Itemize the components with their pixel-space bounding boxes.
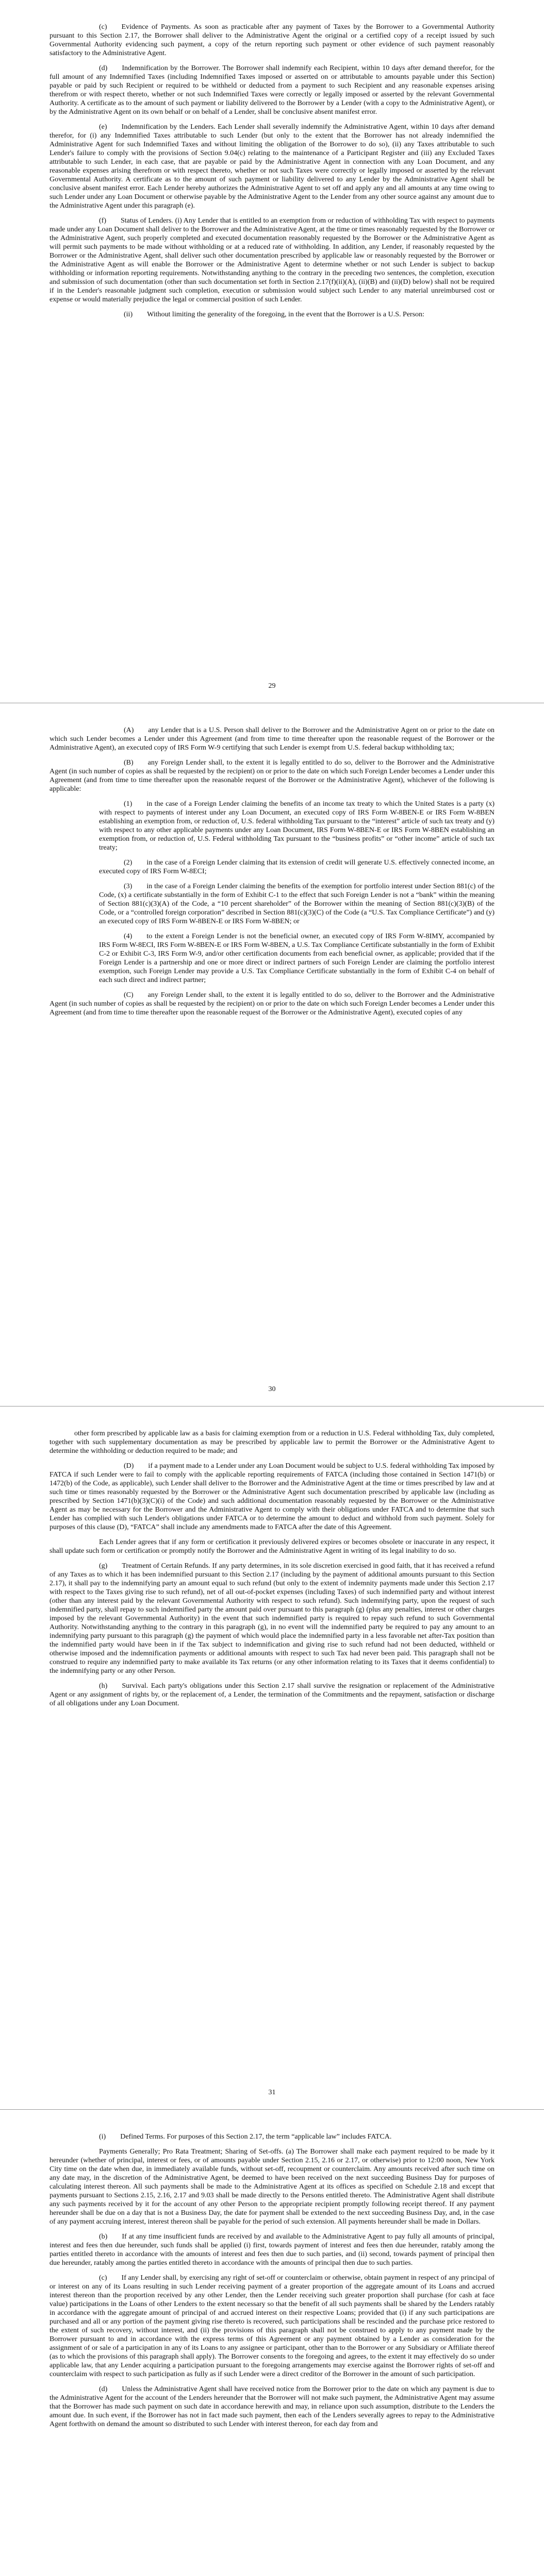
document-page-30 [0, 703, 544, 1406]
paragraph-2-17-f-ii-b-1: (1) in the case of a Foreign Lender claiming the benefits of an income tax treaty to which the United States is a party (x) with respect to payments of interest under any Loan Document, an executed copy of IRS Form W-8BEN-E or IRS Form W-8BEN establishing an exemption from, or reduction of, U.S. federal withholding Tax pursuant to the “interest” article of such tax treaty and (y) with respect to any other applicable payments under any Loan Document, IRS Form W-8BEN-E or IRS Form W-8BEN establishing an exemption from, or reduction of, U.S. Federal withholding Tax pursuant to the “business profits” or “other income” article of such tax treaty; [99, 800, 494, 852]
paragraph-2-17-g: (g) Treatment of Certain Refunds. If any party determines, in its sole discretion exercised in good faith, that it has received a refund of any Taxes as to which it has been indemnified pursuant to this Section 2.17 (including by the payment of additional amounts pursuant to this Section 2.17), it shall pay to the indemnifying party an amount equal to such refund (but only to the extent of indemnity payments made under this Section 2.17 with respect to the Taxes giving rise to such refund), net of all out-of-pocket expenses (including Taxes) of such indemnified party and without interest (other than any interest paid by the relevant Governmental Authority with respect to such refund). Such indemnifying party, upon the request of such indemnified party, shall repay to such indemnified party the amount paid over pursuant to this paragraph (g) (plus any penalties, interest or other charges imposed by the relevant Governmental Authority) in the event that such indemnified party is required to repay such refund to such Governmental Authority. Notwithstanding anything to the contrary in this paragraph (g), in no event will the indemnified party be required to pay any amount to an indemnifying party pursuant to this paragraph (g) the payment of which would place the indemnified party in a less favorable net after-Tax position than the indemnified party would have been in if the Tax subject to indemnification and giving rise to such refund had not been deducted, withheld or otherwise imposed and the indemnification payments or additional amounts with respect to such Tax had never been paid. This paragraph shall not be construed to require any indemnified party to make available its Tax returns (or any other information relating to its Taxes that it deems confidential) to the indemnifying party or any other Person. [50, 1562, 494, 1675]
paragraph-2-17-d: (d) Indemnification by the Borrower. The Borrower shall indemnify each Recipient, within 10 days after demand therefor, for the full amount of any Indemnified Taxes (including Indemnified Taxes imposed or asserted on or attributable to amounts payable under this Section) payable or paid by such Recipient or required to be withheld or deducted from a payment to such Recipient and any reasonable expenses arising therefrom or with respect thereto, whether or not such Indemnified Taxes were correctly or legally imposed or asserted by the relevant Governmental Authority. A certificate as to the amount of such payment or liability delivered to the Borrower by a Lender (with a copy to the Administrative Agent), or by the Administrative Agent on its own behalf or on behalf of a Lender, shall be conclusive absent manifest error. [50, 64, 494, 116]
page-number: 30 [268, 1385, 276, 1393]
paragraph-2-17-f-ii-b: (B) any Foreign Lender shall, to the extent it is legally entitled to do so, deliver to the Borrower and the Administrative Agent (in such number of copies as shall be requested by the recipient) on or prior to the date on which such Foreign Lender becomes a Lender under this Agreement (and from time to time thereafter upon the reasonable request of the Borrower or the Administrative Agent), whichever of the following is applicable: [50, 759, 494, 793]
paragraph-2-18-a: Payments Generally; Pro Rata Treatment; Sharing of Set-offs. (a) The Borrower shall make each payment required to be made by it hereunder (whether of principal, interest or fees, or of amounts payable under Section 2.15, 2.16 or 2.17, or otherwise) prior to 12:00 noon, New York City time on the date when due, in immediately available funds, without set-off, recoupment or counterclaim. Any amounts received after such time on any date may, in the discretion of the Administrative Agent, be deemed to have been received on the next succeeding Business Day for purposes of calculating interest thereon. All such payments shall be made to the Administrative Agent at its offices as specified on Schedule 2.18 and except that payments pursuant to Sections 2.15, 2.16, 2.17 and 9.03 shall be made directly to the Persons entitled thereto. The Administrative Agent shall distribute any such payments received by it for the account of any other Person to the appropriate recipient promptly following receipt thereof. If any payment hereunder shall be due on a day that is not a Business Day, the date for payment shall be extended to the next succeeding Business Day, and, in the case of any payment accruing interest, interest thereon shall be payable for the period of such extension. All payments hereunder shall be made in Dollars. [50, 2148, 494, 2226]
page-number: 29 [268, 682, 276, 690]
paragraph-lender-update-forms: Each Lender agrees that if any form or certification it previously delivered expires or becomes obsolete or inaccurate in any respect, it shall update such form or certification or promptly notify the Borrower and the Administrative Agent in writing of its legal inability to do so. [50, 1538, 494, 1555]
paragraph-2-18-b: (b) If at any time insufficient funds are received by and available to the Administrative Agent to pay fully all amounts of principal, interest and fees then due hereunder, such funds shall be applied (i) first, towards payment of interest and fees then due hereunder, ratably among the parties entitled thereto in accordance with the amounts of interest and fees then due to such parties, and (ii) second, towards payment of principal then due hereunder, ratably among the parties entitled thereto in accordance with the amounts of principal then due to such parties. [50, 2233, 494, 2267]
paragraph-2-17-f-ii-b-3: (3) in the case of a Foreign Lender claiming the benefits of the exemption for portfolio interest under Section 881(c) of the Code, (x) a certificate substantially in the form of Exhibit C-1 to the effect that such Foreign Lender is not a “bank” within the meaning of Section 881(c)(3)(A) of the Code, a “10 percent shareholder” of the Borrower within the meaning of Section 881(c)(3)(B) of the Code, or a “controlled foreign corporation” described in Section 881(c)(3)(C) of the Code (a “U.S. Tax Compliance Certificate”) and (y) an executed copy of IRS Form W-8BEN-E or IRS Form W-8BEN; or [99, 883, 494, 925]
paragraph-2-18-d: (d) Unless the Administrative Agent shall have received notice from the Borrower prior to the date on which any payment is due to the Administrative Agent for the account of the Lenders hereunder that the Borrower will not make such payment, the Administrative Agent may assume that the Borrower has made such payment on such date in accordance herewith and may, in reliance upon such assumption, distribute to the Lenders the amount due. In such event, if the Borrower has not in fact made such payment, then each of the Lenders severally agrees to repay to the Administrative Agent forthwith on demand the amount so distributed to such Lender with interest thereon, for each day from and [50, 2385, 494, 2428]
paragraph-2-17-c: (c) Evidence of Payments. As soon as practicable after any payment of Taxes by the Borrower to a Governmental Authority pursuant to this Section 2.17, the Borrower shall deliver to the Administrative Agent the original or a certified copy of a receipt issued by such Governmental Authority evidencing such payment, a copy of the return reporting such payment or other evidence of such payment reasonably satisfactory to the Administrative Agent. [50, 23, 494, 57]
paragraph-2-18-c: (c) If any Lender shall, by exercising any right of set-off or counterclaim or otherwise, obtain payment in respect of any principal of or interest on any of its Loans resulting in such Lender receiving payment of a greater proportion of the aggregate amount of its Loans and accrued interest thereon than the proportion received by any other Lender, then the Lender receiving such greater proportion shall purchase (for cash at face value) participations in the Loans of other Lenders to the extent necessary so that the benefit of all such payments shall be shared by the Lenders ratably in accordance with the aggregate amount of principal of and accrued interest on their respective Loans; provided that (i) if any such participations are purchased and all or any portion of the payment giving rise thereto is recovered, such participations shall be rescinded and the purchase price restored to the extent of such recovery, without interest, and (ii) the provisions of this paragraph shall not be construed to apply to any payment made by the Borrower pursuant to and in accordance with the express terms of this Agreement or any payment obtained by a Lender as consideration for the assignment of or sale of a participation in any of its Loans to any assignee or participant, other than to the Borrower or any Subsidiary or Affiliate thereof (as to which the provisions of this paragraph shall apply). The Borrower consents to the foregoing and agrees, to the extent it may effectively do so under applicable law, that any Lender acquiring a participation pursuant to the foregoing arrangements may exercise against the Borrower rights of set-off and counterclaim with respect to such participation as fully as if such Lender were a direct creditor of the Borrower in the amount of such participation. [50, 2274, 494, 2378]
paragraph-2-17-f-ii-b-2: (2) in the case of a Foreign Lender claiming that its extension of credit will generate U.S. effectively connected income, an executed copy of IRS Form W-8ECI; [99, 859, 494, 875]
paragraph-2-17-f-ii-c: (C) any Foreign Lender shall, to the extent it is legally entitled to do so, deliver to the Borrower and the Administrative Agent (in such number of copies as shall be requested by the recipient) on or prior to the date on which such Foreign Lender becomes a Lender under this Agreement (and from time to time thereafter upon the reasonable request of the Borrower or the Administrative Agent), executed copies of any [50, 991, 494, 1016]
paragraph-2-17-f-ii-d: (D) if a payment made to a Lender under any Loan Document would be subject to U.S. federal withholding Tax imposed by FATCA if such Lender were to fail to comply with the applicable reporting requirements of FATCA (including those contained in Section 1471(b) or 1472(b) of the Code, as applicable), such Lender shall deliver to the Borrower and the Administrative Agent at the time or times prescribed by law and at such time or times reasonably requested by the Borrower or the Administrative Agent such documentation prescribed by applicable law (including as prescribed by Section 1471(b)(3)(C)(i) of the Code) and such additional documentation reasonably requested by the Borrower or the Administrative Agent as may be necessary for the Borrower and the Administrative Agent to comply with their obligations under FATCA and to determine that such Lender has complied with such Lender's obligations under FATCA or to determine the amount to deduct and withhold from such payment. Solely for purposes of this clause (D), “FATCA” shall include any amendments made to FATCA after the date of this Agreement. [50, 1462, 494, 1531]
paragraph-2-17-h: (h) Survival. Each party's obligations under this Section 2.17 shall survive the resignation or replacement of the Administrative Agent or any assignment of rights by, or the replacement of, a Lender, the termination of the Commitments and the repayment, satisfaction or discharge of all obligations under any Loan Document. [50, 1682, 494, 1707]
page-number: 31 [268, 2089, 276, 2096]
document-page-32 [0, 2110, 544, 2576]
paragraph-2-17-e: (e) Indemnification by the Lenders. Each Lender shall severally indemnify the Administrative Agent, within 10 days after demand therefor, for (i) any Indemnified Taxes attributable to such Lender (but only to the extent that the Borrower has not already indemnified the Administrative Agent for such Indemnified Taxes and without limiting the obligation of the Borrower to do so), (ii) any Taxes attributable to such Lender's failure to comply with the provisions of Section 9.04(c) relating to the maintenance of a Participant Register and (iii) any Excluded Taxes attributable to such Lender, in each case, that are payable or paid by the Administrative Agent in connection with any Loan Document, and any reasonable expenses arising therefrom or with respect thereto, whether or not such Taxes were correctly or legally imposed or asserted by the relevant Governmental Authority. A certificate as to the amount of such payment or liability delivered to any Lender by the Administrative Agent shall be conclusive absent manifest error. Each Lender hereby authorizes the Administrative Agent to set off and apply any and all amounts at any time owing to such Lender under any Loan Document or otherwise payable by the Administrative Agent to the Lender from any other source against any amount due to the Administrative Agent under this paragraph (e). [50, 123, 494, 210]
paragraph-2-17-f-ii: (ii) Without limiting the generality of the foregoing, in the event that the Borrower is a U.S. Person: [124, 311, 425, 318]
paragraph-2-17-f-ii-b-4: (4) to the extent a Foreign Lender is not the beneficial owner, an executed copy of IRS Form W-8IMY, accompanied by IRS Form W-8ECI, IRS Form W-8BEN-E or IRS Form W-8BEN, a U.S. Tax Compliance Certificate substantially in the form of Exhibit C-2 or Exhibit C-3, IRS Form W-9, and/or other certification documents from each beneficial owner, as applicable; provided that if the Foreign Lender is a partnership and one or more direct or indirect partners of such Foreign Lender are claiming the portfolio interest exemption, such Foreign Lender may provide a U.S. Tax Compliance Certificate substantially in the form of Exhibit C-4 on behalf of each such direct and indirect partner; [99, 933, 494, 984]
paragraph-2-17-i: (i) Defined Terms. For purposes of this Section 2.17, the term “applicable law” includes FATCA. [99, 2133, 392, 2141]
document-page-31 [0, 1406, 544, 2110]
paragraph-2-17-f: (f) Status of Lenders. (i) Any Lender that is entitled to an exemption from or reduction of withholding Tax with respect to payments made under any Loan Document shall deliver to the Borrower and the Administrative Agent, at the time or times reasonably requested by the Borrower or the Administrative Agent, such properly completed and executed documentation reasonably requested by the Borrower or the Administrative Agent as will permit such payments to be made without withholding or at a reduced rate of withholding. In addition, any Lender, if reasonably requested by the Borrower or the Administrative Agent, shall deliver such other documentation prescribed by applicable law or reasonably requested by the Borrower or the Administrative Agent as will enable the Borrower or the Administrative Agent to determine whether or not such Lender is subject to backup withholding or information reporting requirements. Notwithstanding anything to the contrary in the preceding two sentences, the completion, execution and submission of such documentation (other than such documentation set forth in Section 2.17(f)(ii)(A), (ii)(B) and (ii)(D) below) shall not be required if in the Lender's reasonable judgment such completion, execution or submission would subject such Lender to any material unreimbursed cost or expense or would materially prejudice the legal or commercial position of such Lender. [50, 217, 494, 303]
paragraph-2-17-f-ii-c-continued: other form prescribed by applicable law as a basis for claiming exemption from or a reduction in U.S. Federal withholding Tax, duly completed, together with such supplementary documentation as may be prescribed by applicable law to permit the Borrower or the Administrative Agent to determine the withholding or deduction required to be made; and [50, 1430, 494, 1455]
paragraph-2-17-f-ii-a: (A) any Lender that is a U.S. Person shall deliver to the Borrower and the Administrative Agent on or prior to the date on which such Lender becomes a Lender under this Agreement (and from time to time thereafter upon the reasonable request of the Borrower or the Administrative Agent), an executed copy of IRS Form W-9 certifying that such Lender is exempt from U.S. federal backup withholding tax; [50, 726, 494, 752]
document-page-29 [0, 0, 544, 703]
